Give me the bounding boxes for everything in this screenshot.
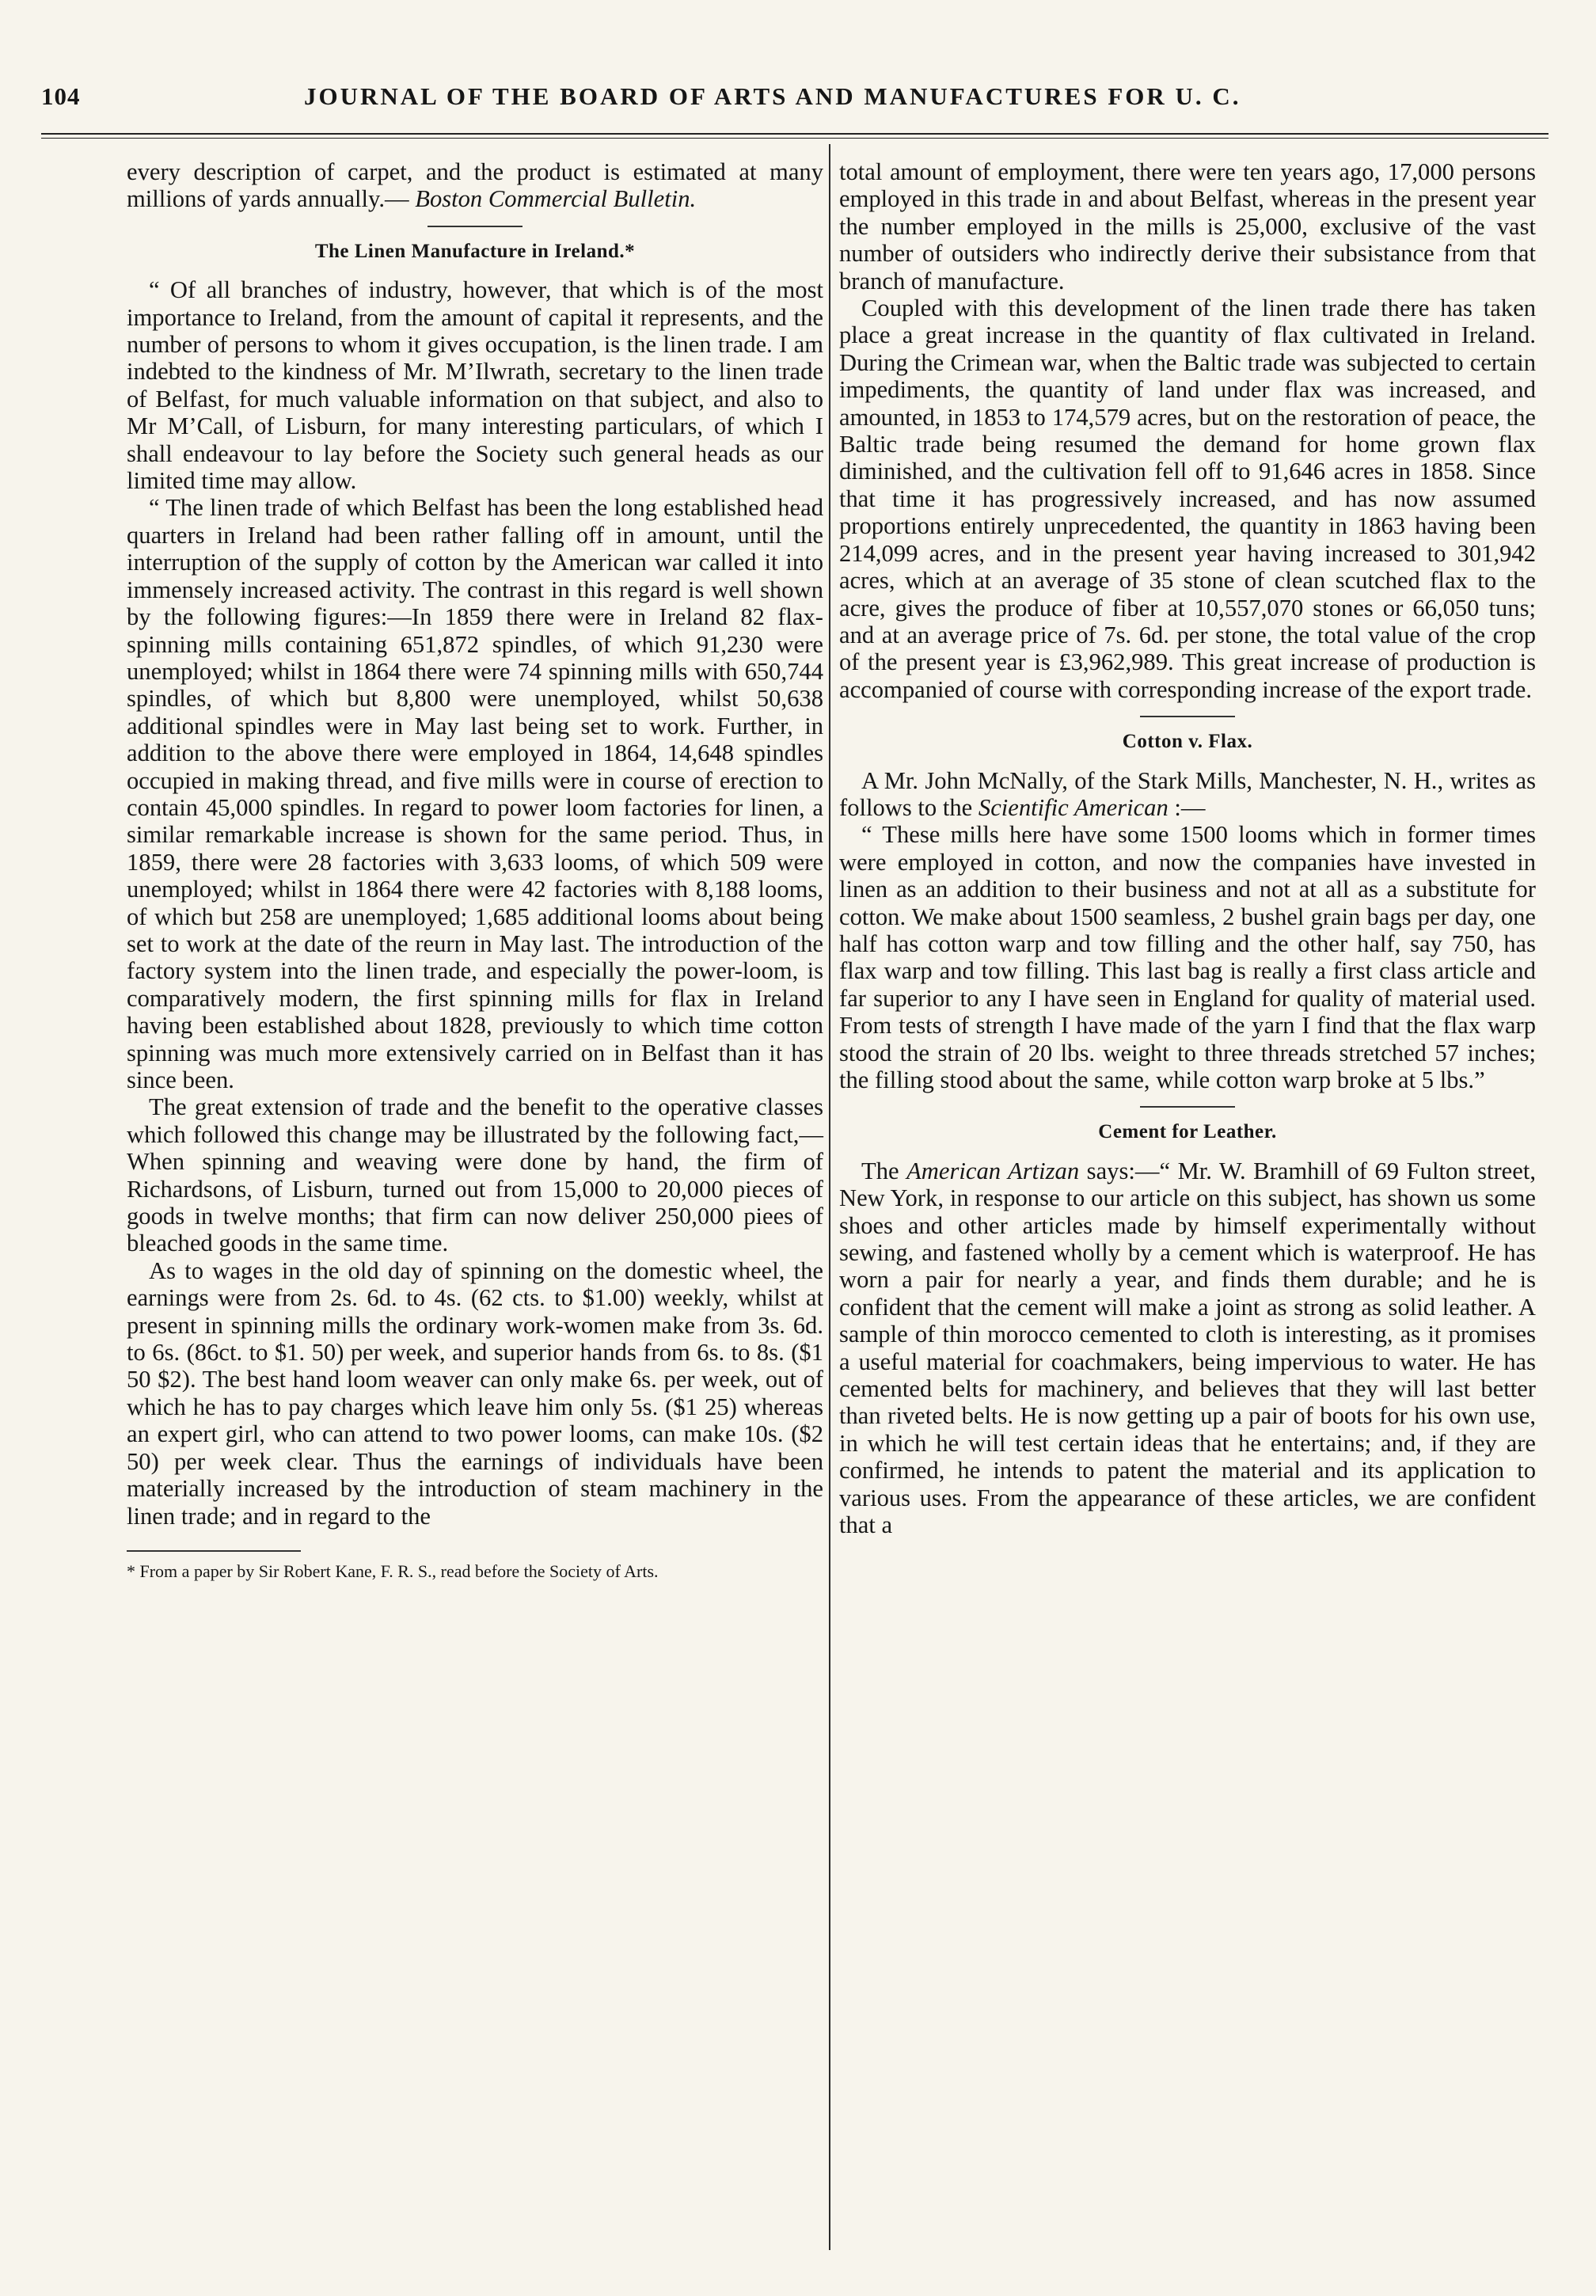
footnote: * From a paper by Sir Robert Kane, F. R. S., read before the Society of Arts. — [127, 1560, 659, 1581]
page-number: 104 — [41, 82, 81, 110]
article-separator — [428, 226, 522, 227]
cotton-intro-source: Scientific American — [978, 793, 1168, 821]
carpet-text: every description of carpet, and the product is estimated at many millions of yards annually.— — [127, 158, 823, 213]
linen-paragraph: total amount of employment, there were ten years ago, 17,000 persons employed in this trade in and about Belfast, whereas in the present year the number employed in the mills is 25,000, exclusive of the vast number of outsiders who indirectly derive their subsistance from that branch of manufacture. — [839, 158, 1536, 295]
cement-text: says:—“ Mr. W. Bramhill of 69 Fulton street, New York, in response to our article on this subject, has shown us some shoes and other articles made by himself experimentally without sewing, and fastened wholly by a cement which is waterproof. He has worn a pair for nearly a year, and finds them durable; and he is confident that the cement will make a joint as strong as solid leather. A sample of thin morocco cemented to cloth is interesting, as it promises a useful material for coachmakers, being impervious to water. He has cemented belts for machinery, and believes that they will last better than riveted belts. He is now getting up a pair of boots for his own use, in which he will test certain ideas that he entertains; and, if they are confirmed, he intends to patent the material and its application to various uses. From the appearance of these articles, we are confident that a — [839, 1157, 1536, 1539]
running-title: JOURNAL OF THE BOARD OF ARTS AND MANUFACTURES FOR U. C. — [304, 82, 1241, 110]
header-rule — [41, 133, 1548, 139]
right-column — [839, 158, 1536, 1539]
linen-paragraph: “ Of all branches of industry, however, that which is of the most importance to Ireland, from the amount of capital it represents, and the number of persons to whom it gives occupation, is the linen trade. I am indebted to the kindness of Mr. M’Ilwrath, secretary to the linen trade of Belfast, for much valuable information on that subject, and also to Mr M’Call, of Lisburn, for many interesting particulars, of which I shall endeavour to lay before the Society such general heads as our limited time may allow. — [127, 276, 823, 495]
linen-paragraph: Coupled with this development of the linen trade there has taken place a great increase in the quantity of flax cultivated in Ireland. During the Crimean war, when the Baltic trade was subjected to certain impediments, the quantity of land under flax was increased, and amounted, in 1853 to 174,579 acres, but on the restoration of peace, the Baltic trade being resumed the demand for home grown flax diminished, and the cultivation fell off to 91,646 acres in 1858. Since that time it has progressively increased, and has now assumed proportions entirely unprecedented, the quantity in 1863 having been 214,099 acres, and in the present year having increased to 301,942 acres, which at an average of 35 stone of clean scutched flax to the acre, gives the produce of fiber at 10,557,070 stones or 66,050 tuns; and at an average price of 7s. 6d. per stone, the total value of the crop of the present year is £3,962,989. This great increase of production is accompanied of course with corresponding increase of the export trade. — [839, 295, 1536, 703]
linen-heading: The Linen Manufacture in Ireland.* — [314, 240, 636, 262]
article-separator — [1140, 716, 1235, 717]
cement-heading: Cement for Leather. — [1098, 1121, 1277, 1143]
page-header — [41, 82, 1548, 122]
cement-paragraph — [839, 1158, 1536, 1539]
linen-paragraph: The great extension of trade and the benefit to the operative classes which followed this change may be illustrated by the following fact,—When spinning and weaving were done by hand, the firm of Richardsons, of Lisburn, turned out from 15,000 to 20,000 pieces of goods in twelve months; that firm can now deliver 250,000 piees of bleached goods in the same time. — [127, 1093, 823, 1257]
cotton-intro-text: A Mr. John McNally, of the Stark Mills, Manchester, N. H., writes as follows to the — [839, 766, 1536, 821]
left-column — [127, 158, 823, 1582]
carpet-source: Boston Commercial Bulletin. — [415, 185, 697, 213]
cotton-heading: Cotton v. Flax. — [1122, 731, 1253, 753]
footnote-rule — [127, 1550, 301, 1552]
cement-source: American Artizan — [906, 1157, 1080, 1184]
linen-paragraph: As to wages in the old day of spinning on the domestic wheel, the earnings were from 2s. 6d. to 4s. (62 cts. to $1.00) weekly, whilst at present in spinning mills the ordinary work-women make from 3s. 6d. to 6s. (86ct. to $1. 50) per week, and superior hands from 6s. to 8s. ($1 50 $2). The best hand loom weaver can only make 6s. per week, out of which he has to pay charges which leave him only 5s. ($1 25) whereas an expert girl, who can attend to two power looms, can make 10s. ($2 50) per week clear. Thus the earnings of individuals have been materially increased by the introduction of steam machinery in the linen trade; and in regard to the — [127, 1256, 823, 1530]
article-separator — [1140, 1106, 1235, 1108]
linen-paragraph: “ The linen trade of which Belfast has been the long established head quarters in Ireland had been rather falling off in amount, until the interruption of the supply of cotton by the American war called it into immensely increased activity. The contrast in this regard is well shown by the following figures:—In 1859 there were in Ireland 82 flax-spinning mills containing 651,872 spindles, of which 91,230 were unemployed; whilst in 1864 there were 74 spinning mills with 650,744 spindles, of which but 8,800 were unemployed, whilst 50,638 additional spindles were in May last being set to work. Further, in addition to the above there were employed in 1864, 14,648 spindles occupied in making thread, and five mills were in course of erection to contain 45,000 spindles. In regard to power loom factories for linen, a similar remarkable increase is shown for the same period. Thus, in 1859, there were 28 factories with 3,633 looms, of which 509 were unemployed; whilst in 1864 there were 42 factories with 8,188 looms, of which but 258 are unemployed; 1,685 additional looms about being set to work at the date of the reurn in May last. The introduction of the factory system into the linen trade, and especially the power-loom, is comparatively modern, the first spinning mills for flax in Ireland having been established about 1828, previously to which time cotton spinning was much more extensively carried on in Belfast than it has since been. — [127, 494, 823, 1093]
cotton-intro-end: :— — [1168, 793, 1206, 821]
cement-text: The — [861, 1157, 907, 1184]
carpet-article-end — [127, 158, 823, 213]
column-divider — [829, 144, 830, 2250]
cotton-intro — [839, 767, 1536, 822]
cotton-quote: “ These mills here have some 1500 looms which in former times were employed in cotton, and now the companies have invested in linen as an addition to their business and not at all as a substitute for cotton. We make about 1500 seamless, 2 bushel grain bags per day, one half has cotton warp and tow filling and the other half, say 750, has flax warp and tow filling. This last bag is really a first class article and far superior to any I have seen in England for quality of material used. From tests of strength I have made of the yarn I find that the flax warp stood the strain of 20 lbs. weight to three threads stretched 57 inches; the filling stood about the same, while cotton warp broke at 5 lbs.” — [839, 821, 1536, 1093]
